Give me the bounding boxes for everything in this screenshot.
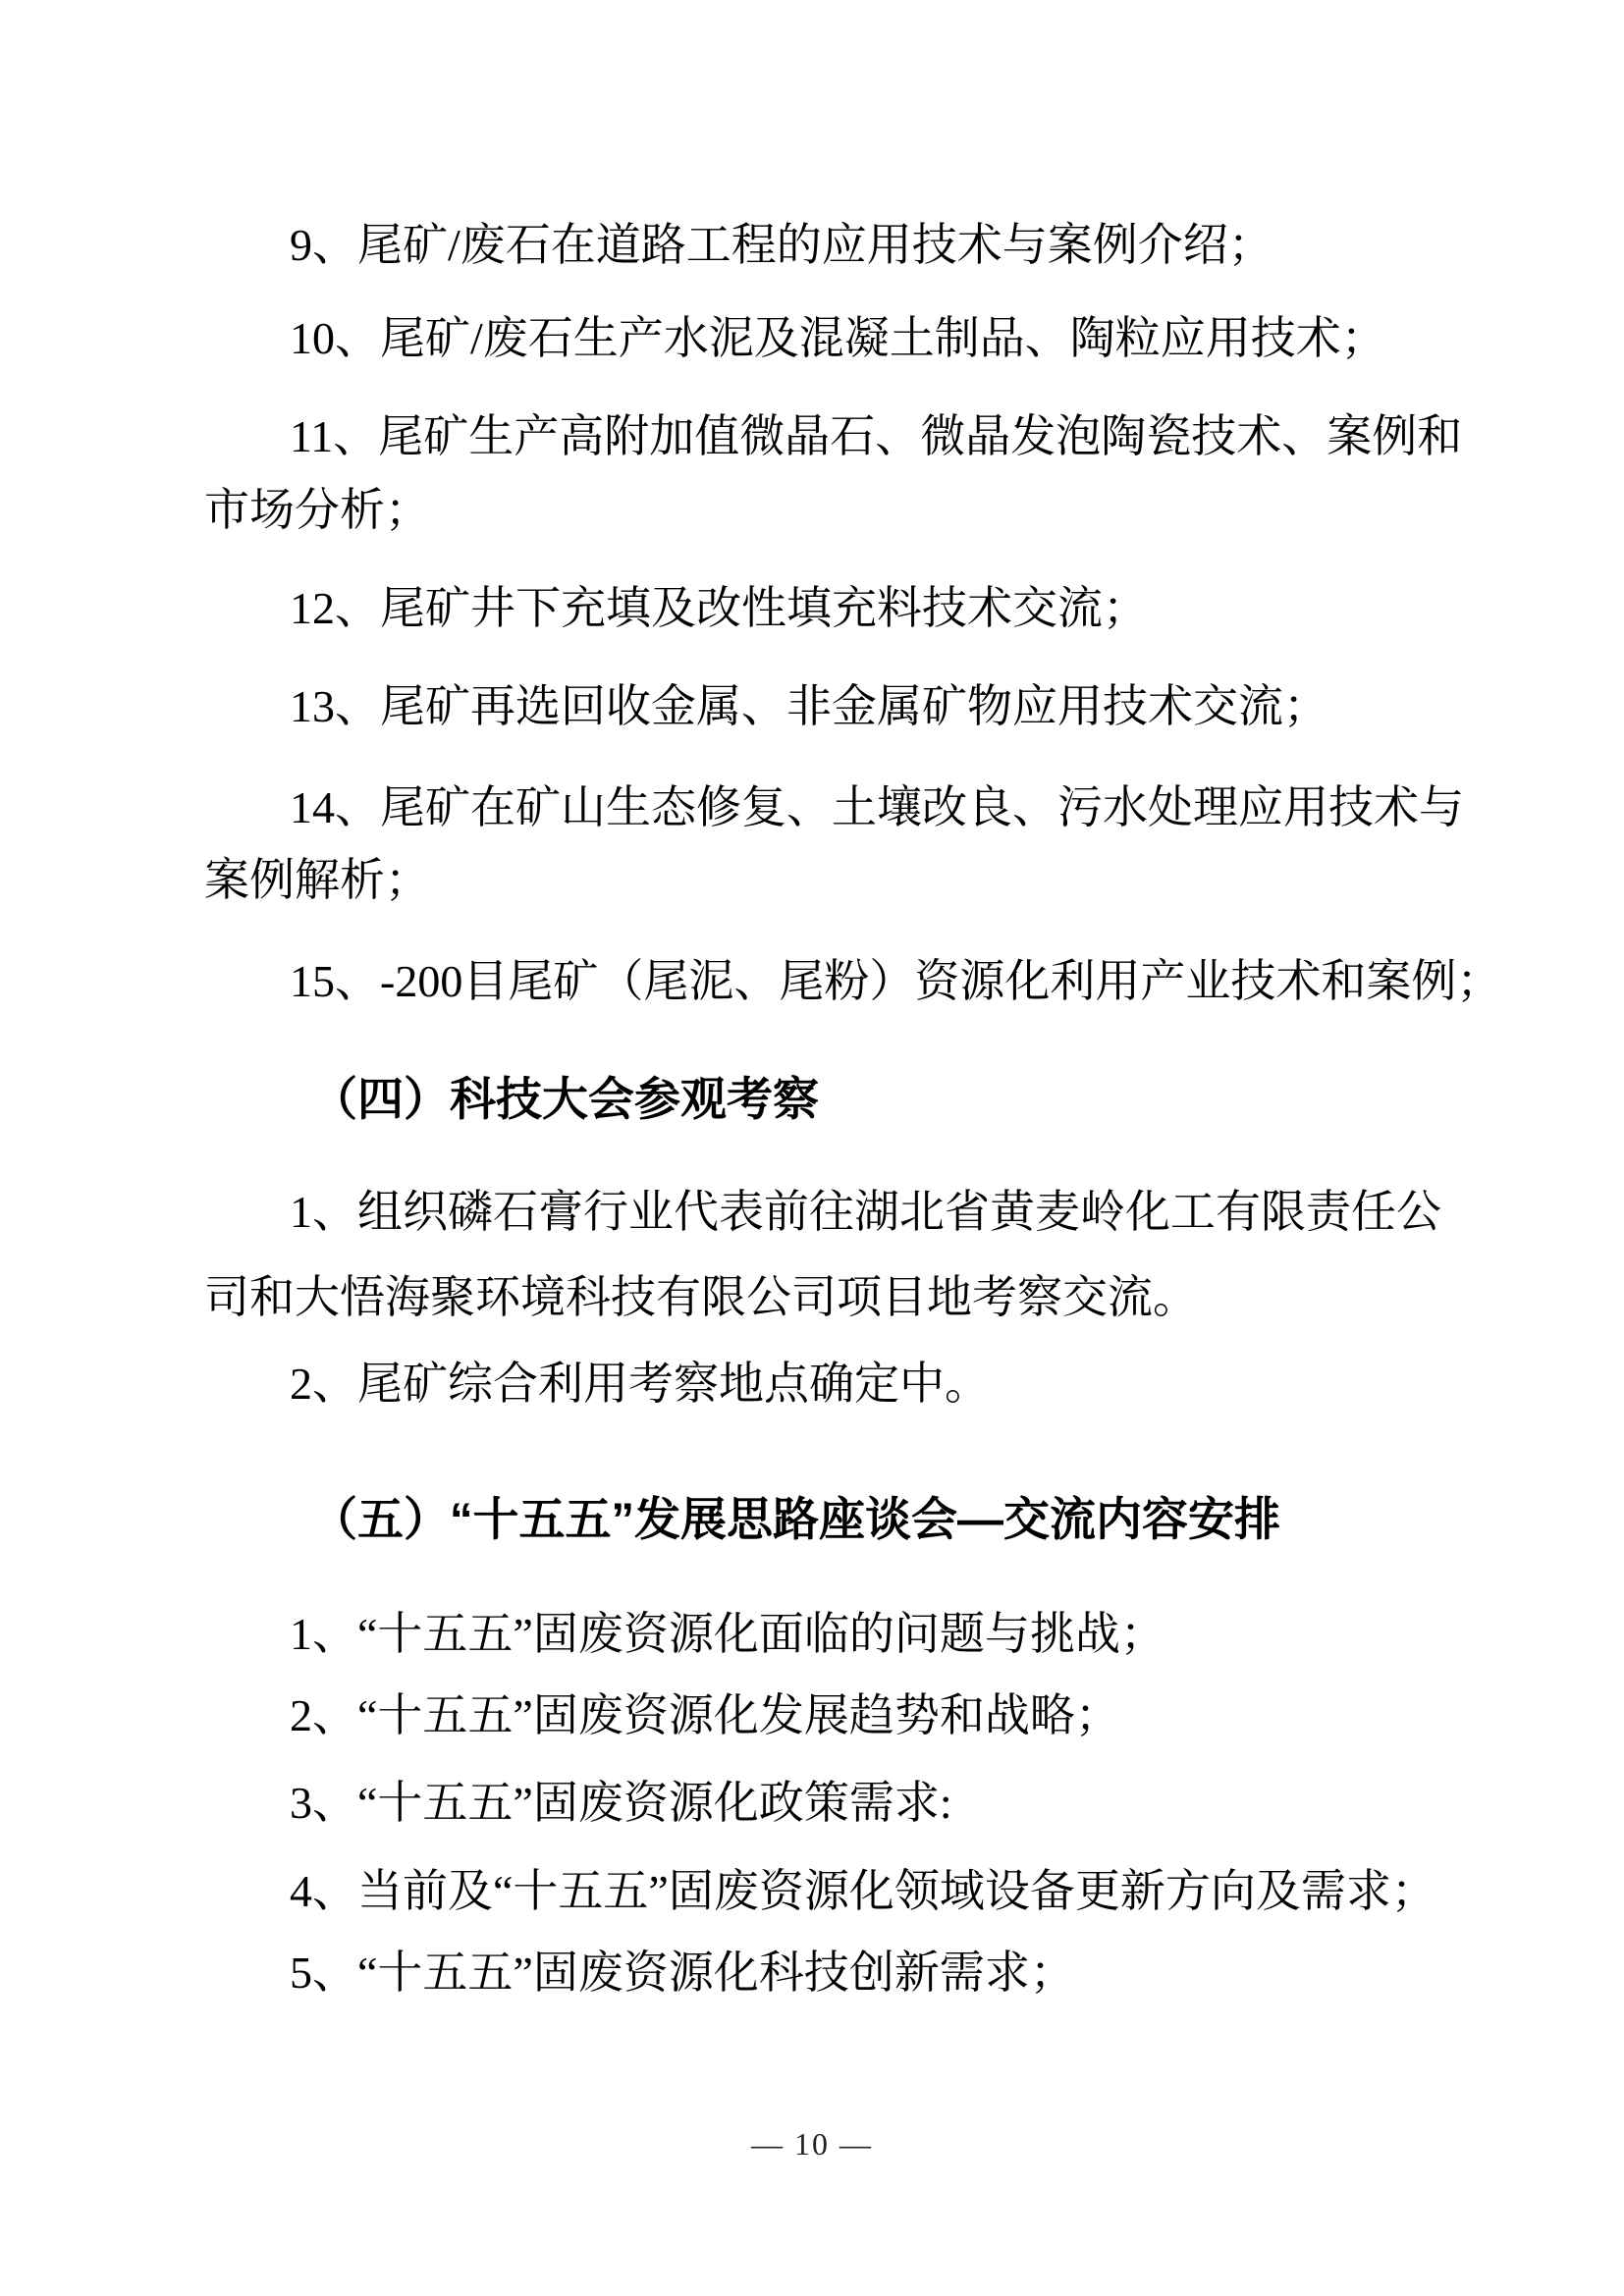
list-item-11-line1: 11、尾矿生产高附加值微晶石、微晶发泡陶瓷技术、案例和 <box>290 411 1463 461</box>
section5-item-2: 2、“十五五”固废资源化发展趋势和战略； <box>290 1690 1120 1740</box>
section5-item-4: 4、当前及“十五五”固废资源化领域设备更新方向及需求； <box>290 1866 1436 1916</box>
list-item-12: 12、尾矿井下充填及改性填充料技术交流； <box>290 583 1148 633</box>
section5-item-3: 3、“十五五”固废资源化政策需求: <box>290 1778 952 1828</box>
list-item-11-line2: 市场分析； <box>204 485 430 535</box>
section-heading-4: （四）科技大会参观考察 <box>311 1073 819 1125</box>
list-item-14-line2: 案例解析； <box>204 855 430 905</box>
section4-item-1-line1: 1、组织磷石膏行业代表前往湖北省黄麦岭化工有限责任公 <box>290 1187 1441 1237</box>
list-item-10: 10、尾矿/废石生产水泥及混凝土制品、陶粒应用技术； <box>290 313 1386 363</box>
section5-item-5: 5、“十五五”固废资源化科技创新需求； <box>290 1948 1075 1998</box>
page-number: — 10 — <box>751 2126 873 2162</box>
section4-item-2: 2、尾矿综合利用考察地点确定中。 <box>290 1359 990 1409</box>
list-item-14-line1: 14、尾矿在矿山生态修复、土壤改良、污水处理应用技术与 <box>290 782 1464 832</box>
section5-item-1: 1、“十五五”固废资源化面临的问题与挑战； <box>290 1609 1165 1659</box>
section-heading-5: （五）“十五五”发展思路座谈会—交流内容安排 <box>311 1493 1280 1545</box>
list-item-13: 13、尾矿再选回收金属、非金属矿物应用技术交流； <box>290 681 1328 731</box>
section4-item-1-line2: 司和大悟海聚环境科技有限公司项目地考察交流。 <box>204 1272 1198 1322</box>
list-item-15: 15、-200目尾矿（尾泥、尾粉）资源化利用产业技术和案例； <box>290 956 1502 1006</box>
list-item-9: 9、尾矿/废石在道路工程的应用技术与案例介绍； <box>290 220 1273 270</box>
